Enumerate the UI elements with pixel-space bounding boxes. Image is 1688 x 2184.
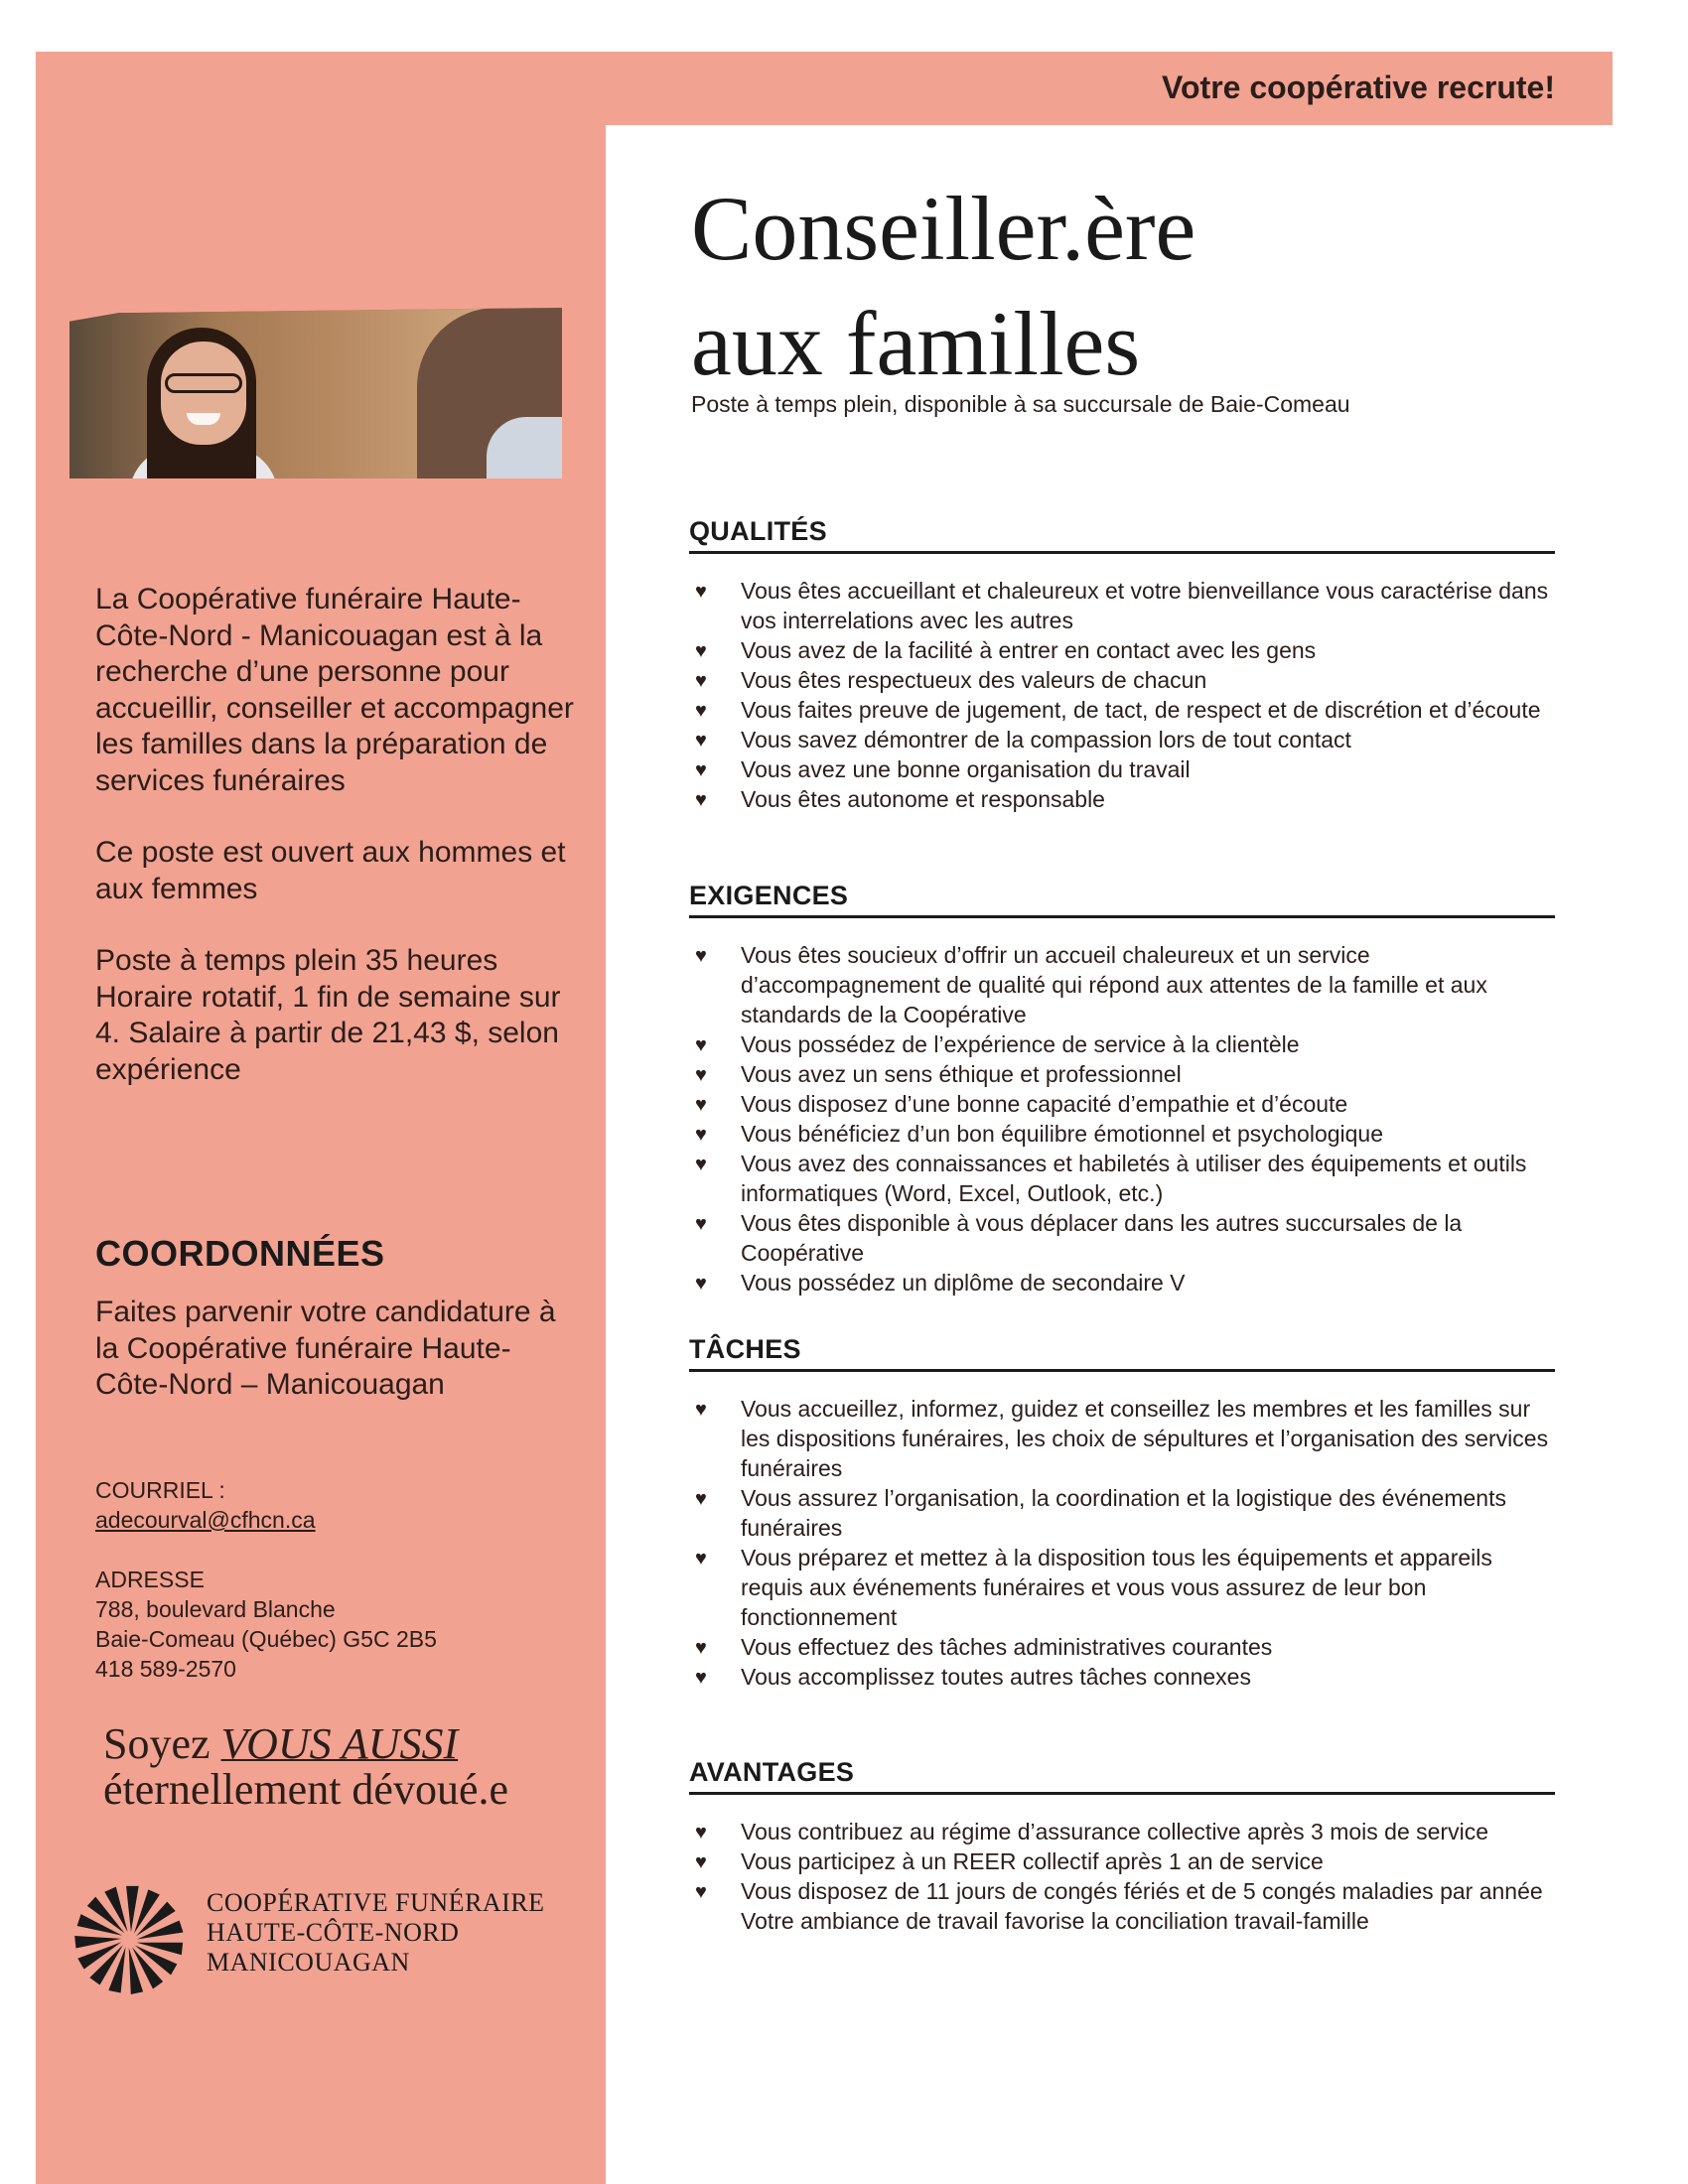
heart-bullet-icon: ♥	[695, 1488, 707, 1510]
heart-bullet-icon: ♥	[695, 789, 707, 811]
job-subtitle: Poste à temps plein, disponible à sa succursale de Baie-Comeau	[691, 391, 1350, 417]
list-item-text: Vous êtes autonome et responsable	[741, 786, 1105, 812]
heart-bullet-icon: ♥	[695, 759, 707, 781]
contact-heading: COORDONNÉES	[95, 1233, 385, 1274]
heart-bullet-icon: ♥	[695, 730, 707, 751]
section-avantages	[689, 1757, 1555, 1936]
heart-bullet-icon: ♥	[695, 1851, 707, 1873]
logo-line-2: HAUTE-CÔTE-NORD	[207, 1918, 460, 1947]
list-item	[689, 725, 1555, 754]
list-item	[689, 754, 1555, 784]
list-item-text: Vous disposez d’une bonne capacité d’empathie et d’écoute	[741, 1091, 1348, 1117]
heart-bullet-icon: ♥	[695, 700, 707, 722]
logo-line-3: MANICOUAGAN	[207, 1948, 410, 1977]
list-item	[689, 1268, 1555, 1297]
phone-number: 418 589-2570	[95, 1656, 236, 1682]
list-item	[689, 1632, 1555, 1662]
list-item	[689, 1029, 1555, 1059]
list-item	[689, 1059, 1555, 1089]
list-item	[689, 1119, 1555, 1149]
contact-details	[95, 1475, 562, 1684]
contact-instructions: Faites parvenir votre candidature à la Coopérative funéraire Haute-Côte-Nord – Manicouagan	[95, 1296, 556, 1401]
heart-bullet-icon: ♥	[695, 1124, 707, 1146]
email-label: COURRIEL :	[95, 1477, 225, 1503]
list-item	[689, 1876, 1555, 1906]
job-title-line-2: aux familles	[691, 293, 1141, 394]
heart-bullet-icon: ♥	[695, 945, 707, 967]
heart-bullet-icon: ♥	[695, 1034, 707, 1056]
list-item-text: Vous êtes respectueux des valeurs de chacun	[741, 667, 1207, 693]
list-item	[689, 1483, 1555, 1543]
list-item	[689, 1208, 1555, 1268]
list-item-text: Vous savez démontrer de la compassion lors de tout contact	[741, 727, 1351, 752]
list-item	[689, 1543, 1555, 1632]
brand-slogan	[103, 1721, 508, 1813]
list-item-text: Vous assurez l’organisation, la coordination et la logistique des événements funéraires	[741, 1485, 1506, 1541]
heart-bullet-icon: ♥	[695, 1064, 707, 1086]
bullet-list	[689, 1394, 1555, 1692]
list-item-text: Vous accueillez, informez, guidez et conseillez les membres et les familles sur les dispositions funéraires, les choix de sépultures et l’organisation des services funéraires	[741, 1396, 1549, 1481]
slogan-part-1: Soyez	[103, 1719, 221, 1768]
bullet-list	[689, 576, 1555, 814]
section-title: QUALITÉS	[689, 516, 1555, 554]
heart-bullet-icon: ♥	[695, 1154, 707, 1175]
list-item	[689, 784, 1555, 814]
list-item	[689, 665, 1555, 695]
schedule-paragraph: Poste à temps plein 35 heures Horaire rotatif, 1 fin de semaine sur 4. Salaire à partir de 21,43 $, selon expérience	[95, 944, 561, 1086]
section-taches	[689, 1334, 1555, 1692]
list-item: Votre ambiance de travail favorise la conciliation travail-famille	[741, 1908, 1369, 1934]
list-item	[689, 635, 1555, 665]
list-item	[689, 1089, 1555, 1119]
list-item	[689, 940, 1555, 1029]
list-item	[689, 1817, 1555, 1846]
list-item	[689, 1662, 1555, 1692]
heart-bullet-icon: ♥	[695, 1399, 707, 1421]
address-line-2: Baie-Comeau (Québec) G5C 2B5	[95, 1626, 437, 1652]
list-item-text: Vous effectuez des tâches administratives courantes	[741, 1634, 1273, 1660]
open-to-paragraph: Ce poste est ouvert aux hommes et aux femmes	[95, 836, 566, 905]
list-item	[689, 1846, 1555, 1876]
heart-bullet-icon: ♥	[695, 670, 707, 692]
list-item-text: Vous accomplissez toutes autres tâches connexes	[741, 1664, 1251, 1690]
cooperative-logo-text	[207, 1888, 545, 1978]
list-item-text: Vous êtes soucieux d’offrir un accueil chaleureux et un service d’accompagnement de qualité qui répond aux attentes de la famille et aux standards de la Coopérative	[741, 942, 1487, 1027]
list-item-text: Vous disposez de 11 jours de congés fériés et de 5 congés maladies par année	[741, 1878, 1543, 1904]
section-qualites	[689, 516, 1555, 814]
address-label: ADRESSE	[95, 1567, 205, 1592]
sidebar-description	[95, 582, 582, 1124]
heart-bullet-icon: ♥	[695, 1667, 707, 1689]
list-item-text: Vous avez de la facilité à entrer en contact avec les gens	[741, 637, 1317, 663]
heart-bullet-icon: ♥	[695, 1881, 707, 1903]
email-link[interactable]: adecourval@cfhcn.ca	[95, 1507, 316, 1533]
section-title: TÂCHES	[689, 1334, 1555, 1372]
intro-paragraph: La Coopérative funéraire Haute-Côte-Nord - Manicouagan est à la recherche d’une personne pour accueillir, conseiller et accompagner les familles dans la préparation de services funéraires	[95, 583, 574, 797]
bullet-list	[689, 1817, 1555, 1906]
list-item-text: Vous êtes accueillant et chaleureux et votre bienveillance vous caractérise dans vos interrelations avec les autres	[741, 578, 1549, 633]
heart-bullet-icon: ♥	[695, 1637, 707, 1659]
staff-photo	[70, 308, 562, 478]
list-item-text: Vous possédez un diplôme de secondaire V	[741, 1270, 1186, 1296]
list-item-text: Vous participez à un REER collectif après 1 an de service	[741, 1848, 1324, 1874]
recruiting-banner-text: Votre coopérative recrute!	[1162, 69, 1555, 105]
heart-bullet-icon: ♥	[695, 1273, 707, 1295]
list-item-text: Vous possédez de l’expérience de service à la clientèle	[741, 1031, 1300, 1057]
list-item-text: Vous bénéficiez d’un bon équilibre émotionnel et psychologique	[741, 1121, 1384, 1147]
heart-bullet-icon: ♥	[695, 581, 707, 603]
list-item-text: Vous contribuez au régime d’assurance collective après 3 mois de service	[741, 1819, 1488, 1844]
heart-bullet-icon: ♥	[695, 1213, 707, 1235]
list-item	[689, 576, 1555, 635]
list-item-text: Vous êtes disponible à vous déplacer dans les autres succursales de la Coopérative	[741, 1210, 1463, 1266]
slogan-line-2: éternellement dévoué.e	[103, 1765, 509, 1814]
list-item-text: Vous faites preuve de jugement, de tact, de respect et de discrétion et d’écoute	[741, 697, 1541, 723]
list-item-text: Vous avez des connaissances et habiletés à utiliser des équipements et outils informatiques (Word, Excel, Outlook, etc.)	[741, 1151, 1527, 1206]
logo-line-1: COOPÉRATIVE FUNÉRAIRE	[207, 1888, 545, 1917]
heart-bullet-icon: ♥	[695, 1094, 707, 1116]
heart-bullet-icon: ♥	[695, 640, 707, 662]
bullet-list	[689, 940, 1555, 1297]
list-item-text: Vous avez une bonne organisation du travail	[741, 756, 1191, 782]
job-title-line-1: Conseiller.ère	[691, 178, 1196, 279]
address-line-1: 788, boulevard Blanche	[95, 1596, 336, 1622]
section-title: AVANTAGES	[689, 1757, 1555, 1795]
list-item	[689, 1394, 1555, 1483]
cooperative-logo-icon	[71, 1882, 187, 1997]
slogan-emphasis: VOUS AUSSI	[220, 1719, 459, 1768]
list-item-text: Vous préparez et mettez à la disposition tous les équipements et appareils requis aux événements funéraires et vous vous assurez de leur bon fonctionnement	[741, 1545, 1492, 1630]
heart-bullet-icon: ♥	[695, 1548, 707, 1570]
list-item-text: Vous avez un sens éthique et professionnel	[741, 1061, 1182, 1087]
section-title: EXIGENCES	[689, 881, 1555, 918]
job-title	[691, 171, 1196, 401]
heart-bullet-icon: ♥	[695, 1822, 707, 1843]
list-item	[689, 695, 1555, 725]
section-exigences	[689, 881, 1555, 1297]
list-item	[689, 1149, 1555, 1208]
